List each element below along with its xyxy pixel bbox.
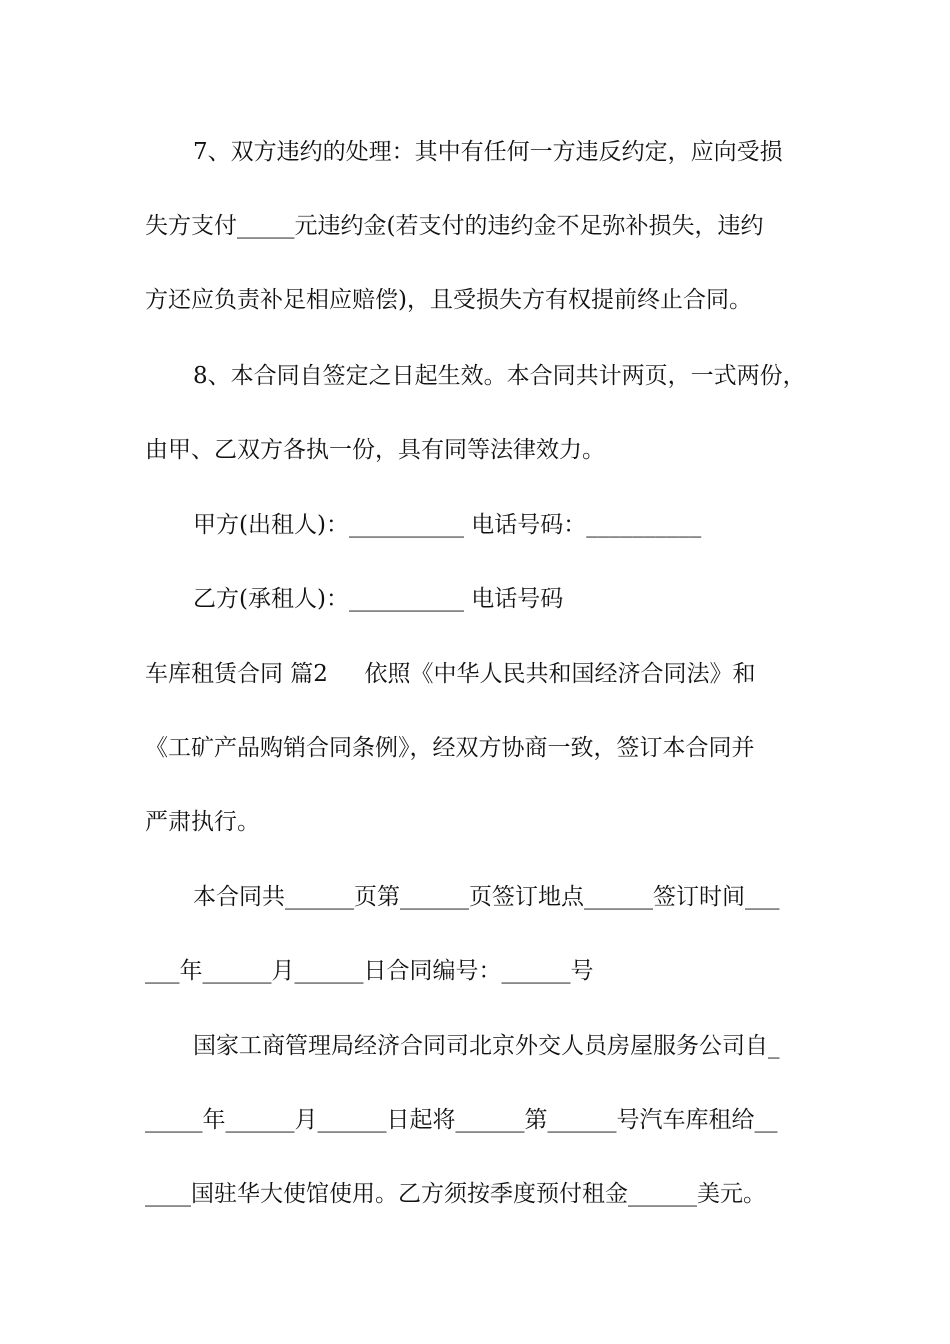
contract-info-line-1: 本合同共______页第______页签订地点______签订时间___ — [193, 884, 780, 910]
party-b-signature-line: 乙方(承租人)：__________ 电话号码 — [193, 586, 564, 612]
paragraph-8-line-2: 由甲、乙双方各执一份，具有同等法律效力。 — [145, 437, 605, 463]
paragraph-8-line-1: 8、本合同自签定之日起生效。本合同共计两页，一式两份， — [193, 363, 806, 389]
contract-2-intro-line-2: 《工矿产品购销合同条例》，经双方协商一致，签订本合同并 — [145, 735, 755, 761]
contract-info-line-2: ___年______月______日合同编号：______号 — [145, 958, 594, 984]
lease-terms-line-1: 国家工商管理局经济合同司北京外交人员房屋服务公司自_ — [193, 1033, 780, 1059]
lease-terms-line-2: _____年______月______日起将______第______号汽车库租给__ — [145, 1107, 778, 1133]
contract-2-intro-line-1: 车库租赁合同 篇2 依照《中华人民共和国经济合同法》和 — [145, 661, 756, 687]
paragraph-7-line-2: 失方支付_____元违约金(若支付的违约金不足弥补损失，违约 — [145, 213, 764, 239]
paragraph-7-line-3: 方还应负责补足相应赔偿)，且受损失方有权提前终止合同。 — [145, 287, 752, 313]
paragraph-7-line-1: 7、双方违约的处理：其中有任何一方违反约定，应向受损 — [193, 139, 783, 165]
contract-2-intro-line-3: 严肃执行。 — [145, 809, 260, 835]
lease-terms-line-3: ____国驻华大使馆使用。乙方须按季度预付租金______美元。 — [145, 1181, 766, 1207]
party-a-signature-line: 甲方(出租人)：__________ 电话号码：__________ — [193, 512, 702, 538]
